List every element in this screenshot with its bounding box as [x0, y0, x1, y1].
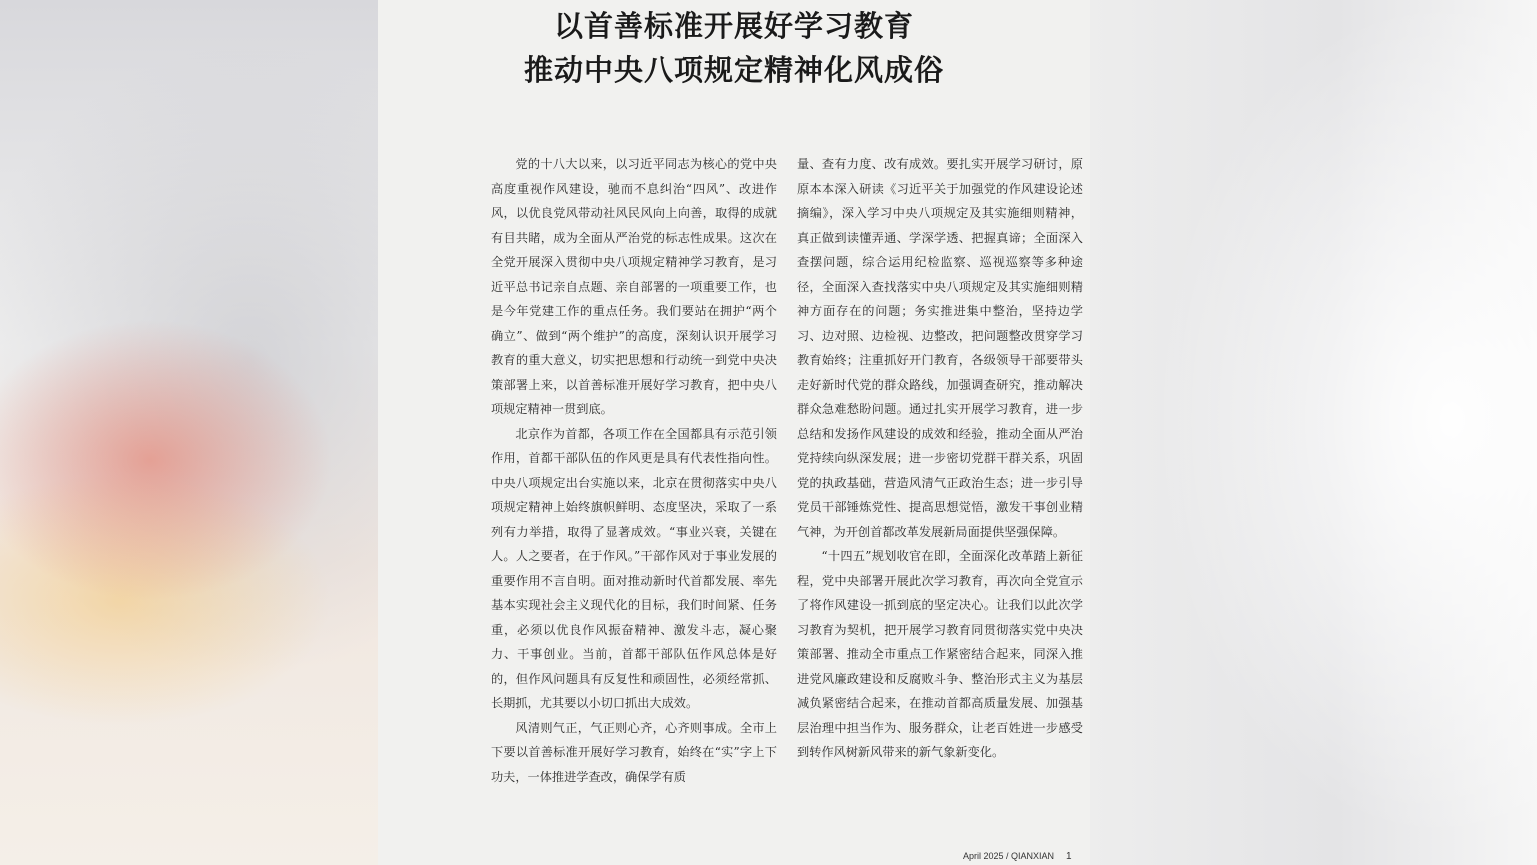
page-number: 1 [1066, 851, 1072, 862]
article-title-line2: 推动中央八项规定精神化风成俗 [523, 53, 944, 87]
paragraph: “十四五”规划收官在即，全面深化改革踏上新征程，党中央部署开展此次学习教育，再次向全党宣示了将作风建设一抓到底的坚定决心。让我们以此次学习教育为契机，把开展学习教育同贯彻落实党中央决策部署、推动全市重点工作紧密结合起来，同深入推进党风廉政建设和反腐败斗争、整治形式主义为基层减负紧密结合起来，在推动首都高质量发展、加强基层治理中担当作为、服务群众，让老百姓进一步感受到转作风树新风带来的新气象新变化。 [797, 549, 1083, 759]
left-text-column [491, 152, 777, 789]
issue-label: April 2025 / QIANXIAN [963, 851, 1055, 861]
left-background-decor [0, 0, 378, 865]
paragraph: 党的十八大以来，以习近平同志为核心的党中央高度重视作风建设，驰而不息纠治“四风”、改进作风，以优良党风带动社风民风向上向善，取得的成就有目共睹，成为全面从严治党的标志性成果。这次在全党开展深入贯彻中央八项规定精神学习教育，是习近平总书记亲自点题、亲自部署的一项重要工作，也是今年党建工作的重点任务。我们要站在拥护“两个确立”、做到“两个维护”的高度，深刻认识开展学习教育的重大意义，切实把思想和行动统一到党中央决策部署上来，以首善标准开展好学习教育，把中央八项规定精神一贯到底。 [491, 157, 777, 416]
paragraph: 北京作为首都，各项工作在全国都具有示范引领作用，首都干部队伍的作风更是具有代表性指向性。中央八项规定出台实施以来，北京在贯彻落实中央八项规定精神上始终旗帜鲜明、态度坚决，采取了一系列有力举措，取得了显著成效。“事业兴衰，关键在人。人之要者，在于作风。”干部作风对于事业发展的重要作用不言自明。面对推动新时代首都发展、率先基本实现社会主义现代化的目标，我们时间紧、任务重，必须以优良作风振奋精神、激发斗志，凝心聚力、干事创业。当前，首都干部队伍作风总体是好的，但作风问题具有反复性和顽固性，必须经常抓、长期抓，尤其要以小切口抓出大成效。 [491, 426, 777, 710]
paragraph: 风清则气正，气正则心齐，心齐则事成。全市上下要以首善标准开展好学习教育，始终在“实”字上下功夫，一体推进学查改，确保学有质 [491, 720, 777, 784]
page-footer [963, 851, 1072, 862]
paragraph: 量、查有力度、改有成效。要扎实开展学习研讨，原原本本深入研读《习近平关于加强党的作风建设论述摘编》，深入学习中央八项规定及其实施细则精神，真正做到读懂弄通、学深学透、把握真谛；全面深入查摆问题，综合运用纪检监察、巡视巡察等多种途径，全面深入查找落实中央八项规定及其实施细则精神方面存在的问题；务实推进集中整治，坚持边学习、边对照、边检视、边整改，把问题整改贯穿学习教育始终；注重抓好开门教育，各级领导干部要带头走好新时代党的群众路线，加强调查研究，推动解决群众急难愁盼问题。通过扎实开展学习教育，进一步总结和发扬作风建设的成效和经验，推动全面从严治党持续向纵深发展；进一步密切党群干群关系，巩固党的执政基础，营造风清气正政治生态；进一步引导党员干部锤炼党性、提高思想觉悟，激发干事创业精气神，为开创首都改革发展新局面提供坚强保障。 [797, 157, 1083, 539]
article-title-line1: 以首善标准开展好学习教育 [553, 9, 914, 43]
magazine-page [378, 0, 1090, 865]
right-text-column [797, 152, 1083, 765]
right-background-decor [1090, 0, 1537, 865]
